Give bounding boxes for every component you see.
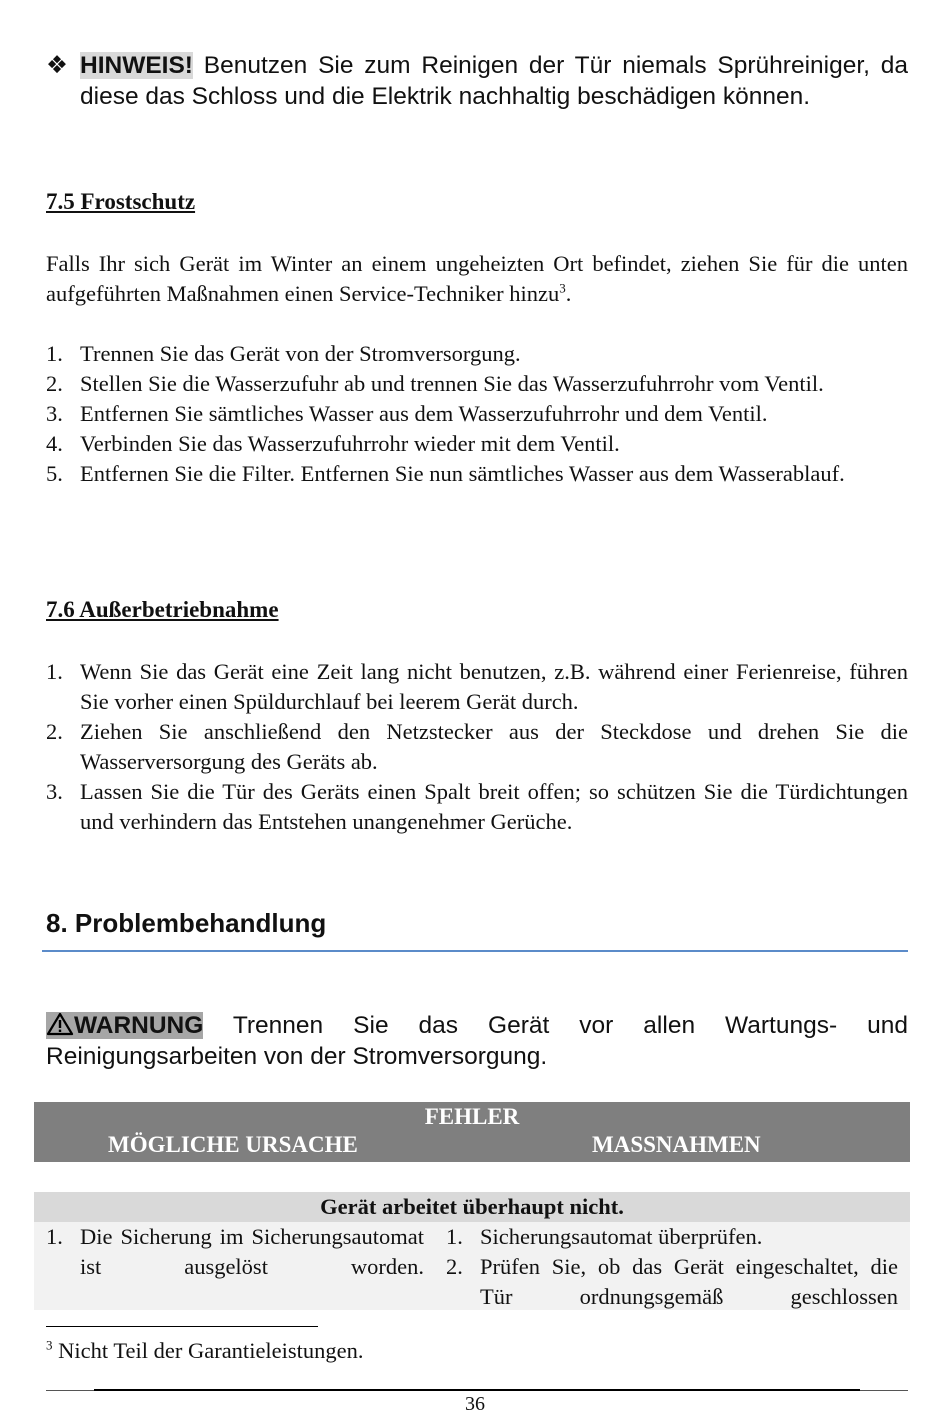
list-text: Lassen Sie die Tür des Geräts einen Spalt breit offen; so schützen Sie die Türdichtungen und verhindern das Entstehen unangenehmer Gerüche.	[80, 779, 908, 834]
list-number: 2.	[46, 719, 63, 744]
list-item	[46, 657, 908, 717]
list-text: Entfernen Sie die Filter. Entfernen Sie nun sämtliches Wasser aus dem Wasserablauf.	[80, 461, 845, 486]
list-item	[46, 717, 908, 777]
footnote-divider	[46, 1326, 318, 1327]
footnote-text: Nicht Teil der Garantieleistungen.	[52, 1338, 364, 1363]
hinweis-text-block	[80, 50, 908, 112]
list-item	[46, 459, 908, 489]
list-number: 3.	[46, 779, 63, 804]
list-number: 2.	[446, 1254, 463, 1279]
diamond-bullet-icon: ❖	[46, 52, 68, 79]
table-header-massnahmen: MASSNAHMEN	[592, 1132, 761, 1157]
list-item	[46, 339, 908, 369]
list-item	[46, 399, 908, 429]
list-text: Wenn Sie das Gerät eine Zeit lang nicht benutzen, z.B. während einer Ferienreise, führen Sie vorher einen Spüldurchlauf bei leerem Gerät durch.	[80, 659, 908, 714]
list-number: 5.	[46, 461, 63, 486]
list-text: Stellen Sie die Wasserzufuhr ab und trennen Sie das Wasserzufuhrrohr vom Ventil.	[80, 371, 824, 396]
table-header-fehler: FEHLER	[424, 1104, 520, 1129]
warning-label-box	[46, 1012, 203, 1039]
frostschutz-intro-end: .	[565, 281, 572, 306]
list-item	[46, 777, 908, 837]
chapter-heading-problembehandlung: 8. Problembehandlung	[46, 908, 327, 938]
footnote-number: 3	[46, 1337, 53, 1353]
hinweis-text: Benutzen Sie zum Reinigen der Tür niemals Sprühreiniger, da diese das Schloss und die Elektrik nachhaltig beschädigen können.	[80, 52, 908, 110]
frostschutz-intro-text: Falls Ihr sich Gerät im Winter an einem ungeheizten Ort befindet, ziehen Sie für die unten aufgeführten Maßnahmen einen Service-Techniker hinzu	[46, 251, 908, 306]
list-text: Ziehen Sie anschließend den Netzstecker aus der Steckdose und drehen Sie die Wasserversorgung des Geräts ab.	[80, 719, 908, 774]
list-item	[46, 369, 908, 399]
list-number: 1.	[446, 1224, 463, 1249]
list-item	[46, 429, 908, 459]
frostschutz-steps	[46, 339, 908, 489]
list-text: Die Sicherung im Sicherungsautomat ist ausgelöst worden.	[80, 1224, 424, 1279]
list-item	[446, 1222, 898, 1252]
section-heading-ausserbetriebnahme: 7.6 Außerbetriebnahme	[46, 597, 279, 622]
heading-divider	[42, 950, 908, 952]
table-row	[34, 1222, 910, 1310]
section-heading-frostschutz: 7.5 Frostschutz	[46, 189, 196, 214]
list-number: 1.	[46, 1224, 63, 1249]
list-number: 3.	[46, 401, 63, 426]
massnahmen-cell	[446, 1222, 898, 1310]
warning-label: WARNUNG	[74, 1012, 204, 1039]
list-text: Entfernen Sie sämtliches Wasser aus dem Wasserzufuhrrohr und dem Ventil.	[80, 401, 768, 426]
list-text: Prüfen Sie, ob das Gerät eingeschaltet, die Tür ordnungsgemäß geschlossen	[480, 1254, 898, 1309]
warning-text: Trennen Sie das Gerät vor allen Wartungs- und Reinigungsarbeiten von der Stromversorgung.	[46, 1012, 908, 1070]
footnote-reference: 3	[559, 280, 566, 296]
hinweis-label: HINWEIS!	[80, 52, 193, 79]
warning-note	[46, 1010, 908, 1072]
list-number: 2.	[46, 371, 63, 396]
list-text: Sicherungsautomat überprüfen.	[480, 1224, 763, 1249]
table-header-ursache: MÖGLICHE URSACHE	[108, 1132, 358, 1157]
list-number: 4.	[46, 431, 63, 456]
list-number: 1.	[46, 341, 63, 366]
list-text: Verbinden Sie das Wasserzufuhrrohr wieder mit dem Ventil.	[80, 431, 620, 456]
warning-triangle-icon	[46, 1012, 74, 1036]
hinweis-note	[46, 50, 908, 112]
ursache-cell	[46, 1222, 424, 1282]
frostschutz-intro	[46, 249, 908, 309]
list-text: Trennen Sie das Gerät von der Stromversorgung.	[80, 341, 521, 366]
footer-divider	[46, 1389, 908, 1391]
list-number: 1.	[46, 659, 63, 684]
page-number: 36	[465, 1393, 485, 1415]
footnote	[46, 1338, 364, 1364]
ausserbetriebnahme-steps	[46, 657, 908, 837]
list-item	[446, 1252, 898, 1310]
table-row-fehler: Gerät arbeitet überhaupt nicht.	[34, 1192, 910, 1222]
table-header	[34, 1102, 910, 1162]
list-item	[46, 1222, 424, 1282]
